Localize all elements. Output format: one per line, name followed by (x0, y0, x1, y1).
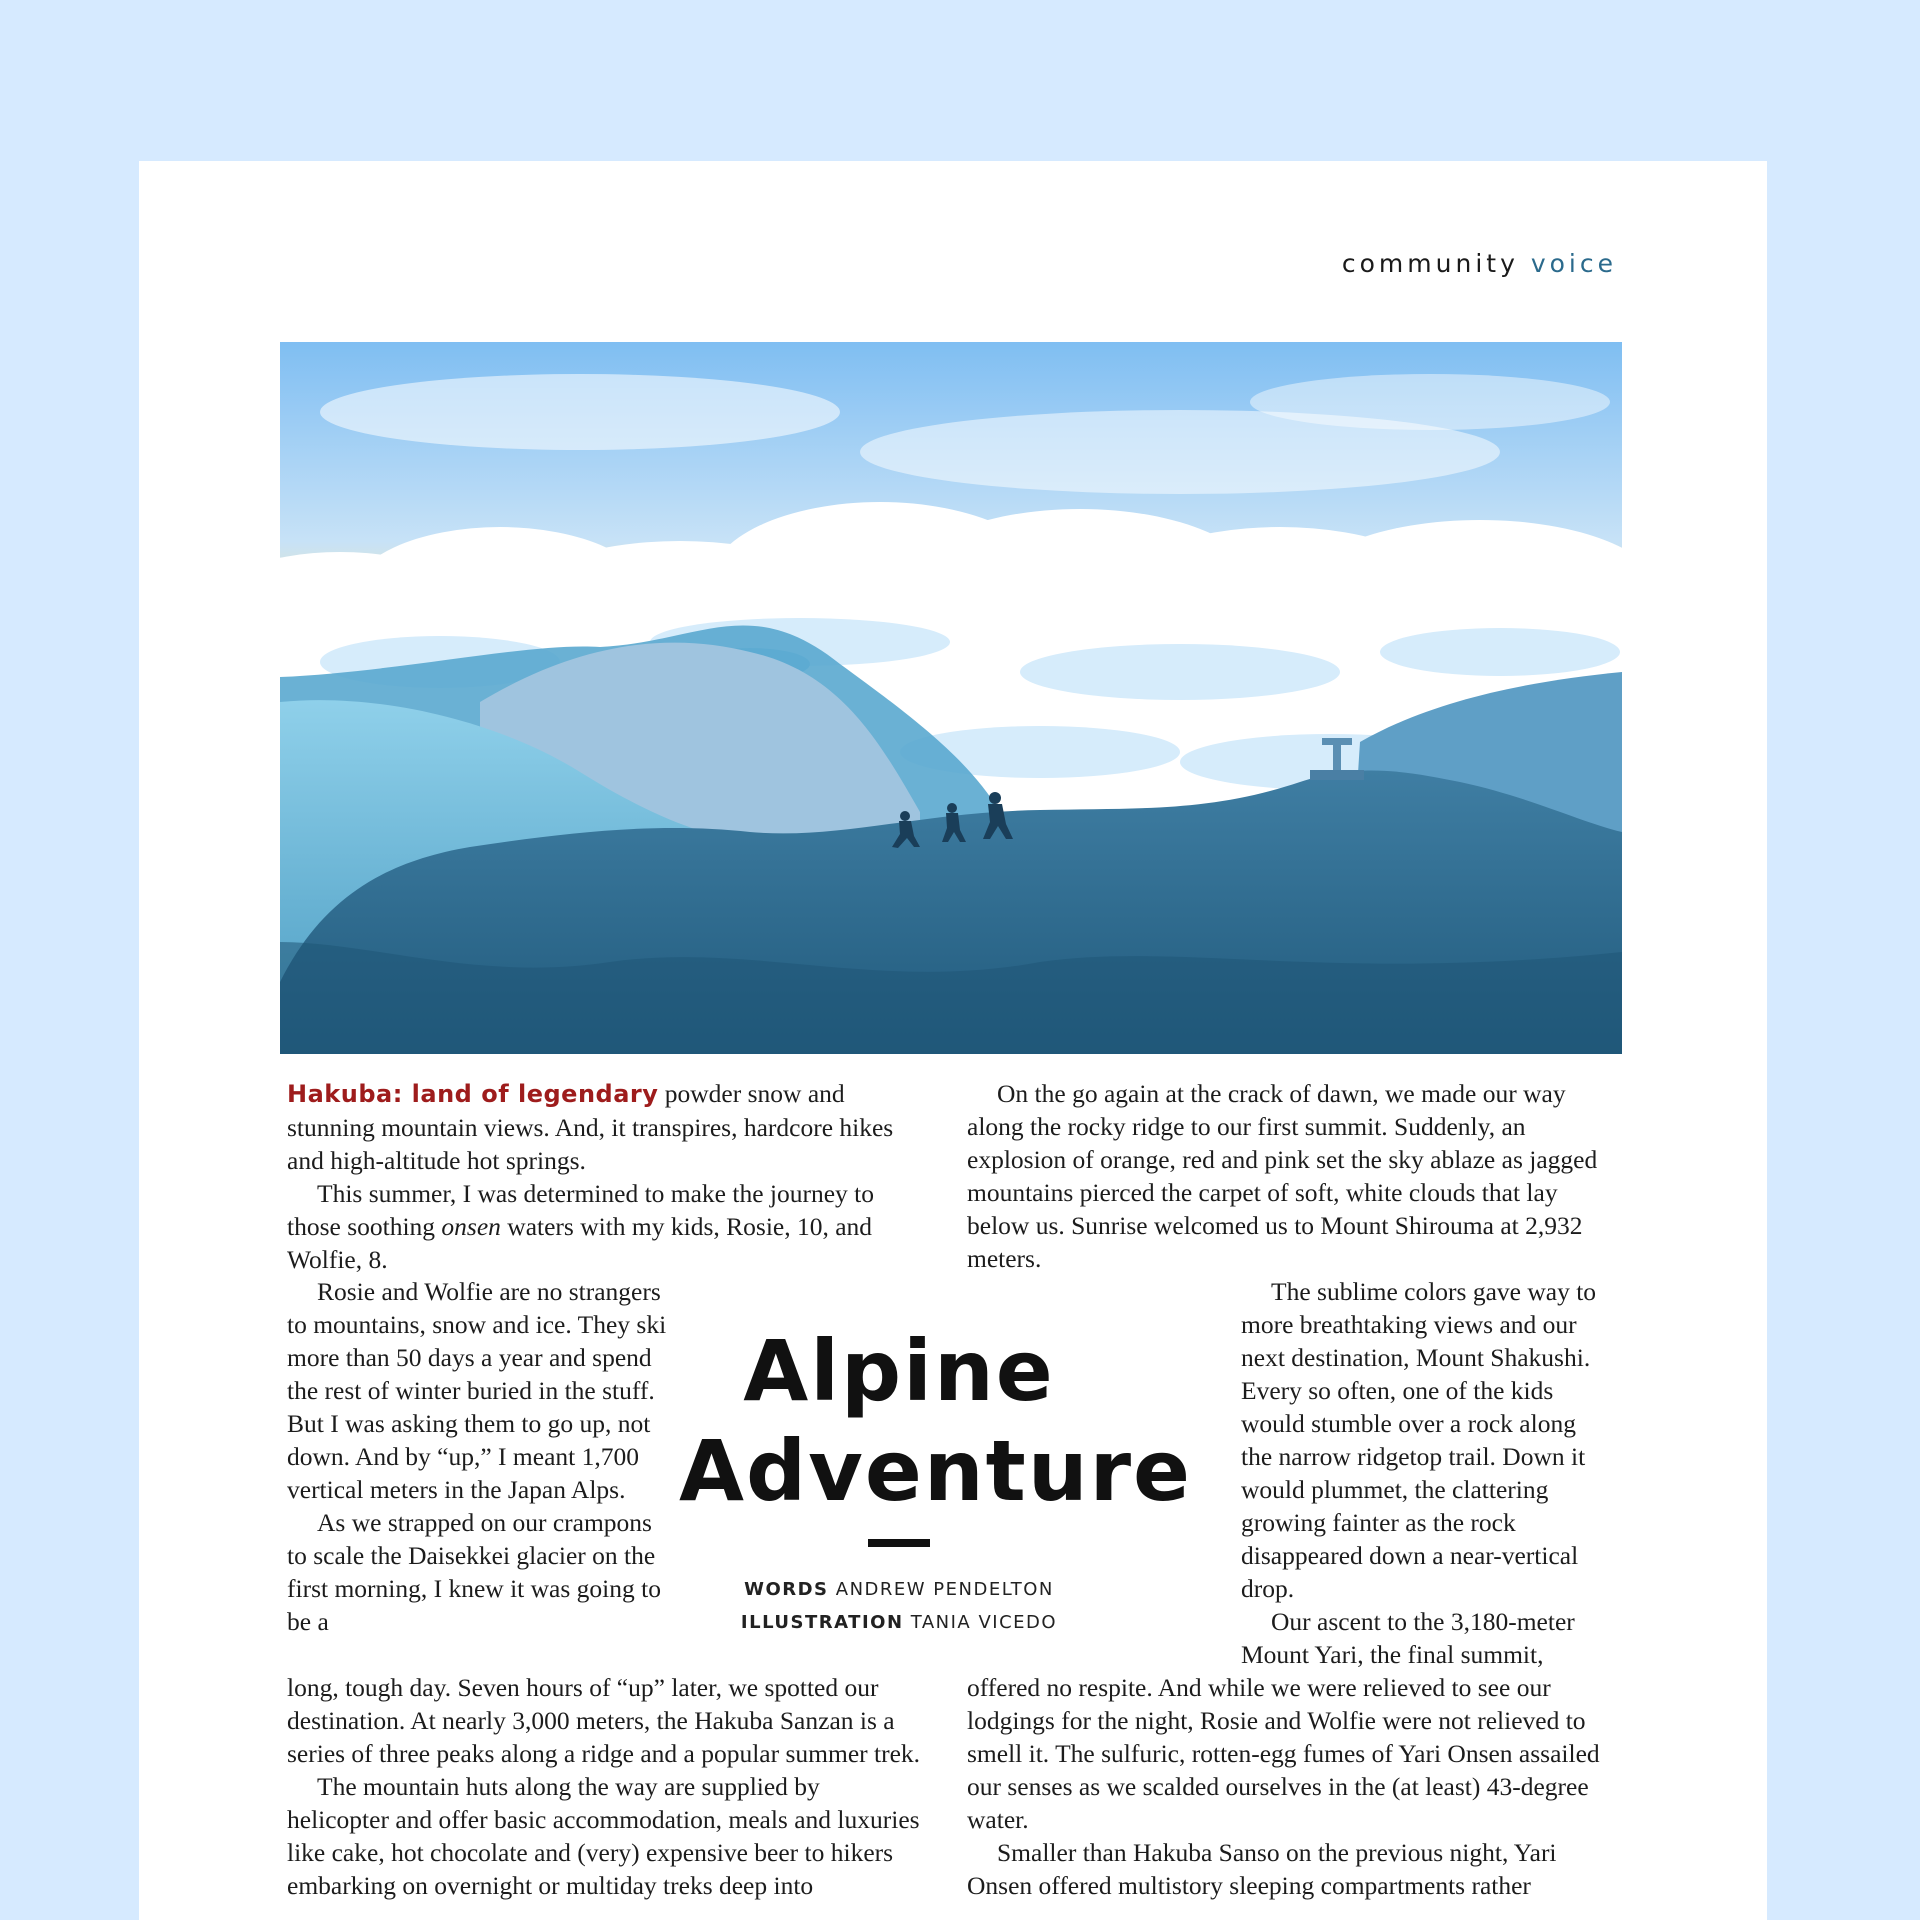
credit-words (679, 1573, 1119, 1606)
credit-illustration (679, 1606, 1119, 1639)
credit-words-label: WORDS (744, 1579, 829, 1600)
paragraph-5: The mountain huts along the way are supplied by helicopter and offer basic accommodation, meals and luxuries like cake, hot chocolate and (very) expensive beer to hikers embarking on overnight or multiday treks deep into (287, 1772, 920, 1900)
onsen-emphasis: onsen (441, 1212, 501, 1241)
title-divider (868, 1539, 930, 1547)
section-word-community: community (1341, 249, 1519, 278)
title-line-2: Adventure (679, 1422, 1193, 1520)
section-tag (1342, 249, 1617, 278)
paragraph-8-end: offered no respite. And while we were relieved to see our lodgings for the night, Rosie and Wolfie were not relieved to smell it. The sulfuric, rotten-egg fumes of Yari Onsen assailed our senses as we scalded ourselves in the (at least) 43-degree water. (967, 1673, 1600, 1834)
paragraph-2 (287, 1177, 927, 1276)
paragraph-7: The sublime colors gave way to more breathtaking views and our next destination, Mount Shakushi. Every so often, one of the kids would stumble over a rock along the narrow ridgetop trail. Down it would plummet, the clattering growing fainter as the rock disappeared down a near-vertical drop. (1241, 1277, 1597, 1603)
mountain-landscape-image (280, 342, 1622, 1054)
column-left-bottom (287, 1671, 927, 1902)
column-left-wrap (287, 1275, 667, 1638)
paragraph-4-end: long, tough day. Seven hours of “up” later, we spotted our destination. At nearly 3,000 meters, the Hakuba Sanzan is a series of three peaks along a ridge and a popular summer trek. (287, 1673, 921, 1768)
paragraph-2-text-a: This summer, I was determined to make the journey to those soothing (287, 1179, 875, 1241)
credit-illustration-name: TANIA VICEDO (910, 1612, 1058, 1633)
hero-illustration (280, 342, 1622, 1054)
section-word-voice: voice (1530, 249, 1617, 278)
paragraph-1 (287, 1077, 927, 1177)
title-line-1: Alpine (743, 1322, 1055, 1420)
title-block (679, 1321, 1193, 1639)
paragraph-2-text-b: waters with my kids, Rosie, 10, and Wolfie, 8. (287, 1212, 873, 1274)
column-right-bottom (967, 1671, 1607, 1902)
paragraph-6: On the go again at the crack of dawn, we made our way along the rocky ridge to our first summit. Suddenly, an explosion of orange, red and pink set the sky ablaze as jagged mountains pierced the carpet of soft, white clouds that lay below us. Sunrise welcomed us to Mount Shirouma at 2,932 meters. (967, 1079, 1598, 1273)
column-right-top (967, 1077, 1607, 1275)
paragraph-3: Rosie and Wolfie are no strangers to mountains, snow and ice. They ski more than 50 days a year and spend the rest of winter buried in the stuff. But I was asking them to go up, not down. And by “up,” I meant 1,700 vertical meters in the Japan Alps. (287, 1277, 667, 1504)
credit-words-name: ANDREW PENDELTON (835, 1579, 1054, 1600)
paragraph-1-text: powder snow and stunning mountain views. And, it transpires, hardcore hikes and high-altitude hot springs. (287, 1079, 894, 1175)
credit-illustration-label: ILLUSTRATION (740, 1612, 904, 1633)
article-title (679, 1321, 1193, 1521)
lead-in: Hakuba: land of legendary (287, 1080, 659, 1108)
column-left-top (287, 1077, 927, 1276)
magazine-page (139, 161, 1767, 1920)
paragraph-8-start: Our ascent to the 3,180-meter Mount Yari, the final summit, (1241, 1607, 1575, 1669)
column-right-wrap (1241, 1275, 1611, 1671)
paragraph-4-start: As we strapped on our crampons to scale the Daisekkei glacier on the first morning, I knew it was going to be a (287, 1508, 661, 1636)
paragraph-9: Smaller than Hakuba Sanso on the previous night, Yari Onsen offered multistory sleeping compartments rather (967, 1838, 1557, 1900)
